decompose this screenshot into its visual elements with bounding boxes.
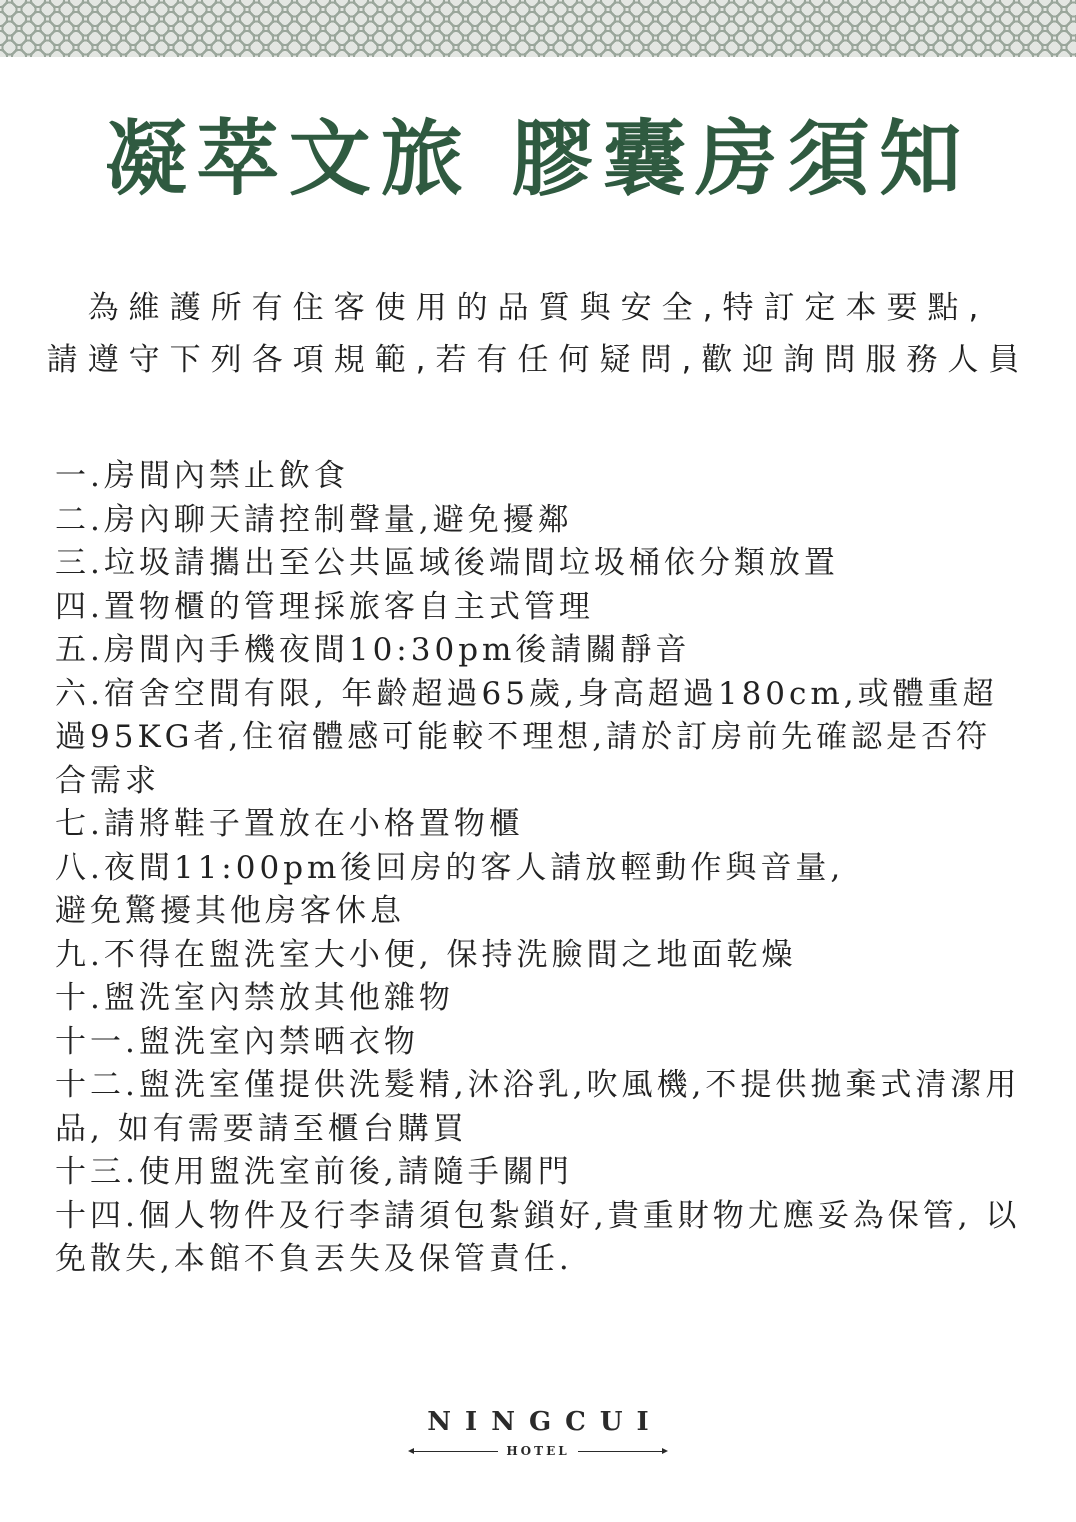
logo-hotel-label: HOTEL	[506, 1444, 570, 1458]
rule-item: 十二.盥洗室僅提供洗髮精,沐浴乳,吹風機,不提供拋棄式清潔用品, 如有需要請至櫃台購買	[55, 1067, 1021, 1147]
rule-item: 十三.使用盥洗室前後,請隨手關門	[55, 1154, 573, 1190]
rule-item: 六.宿舍空間有限, 年齡超過65歲,身高超過180cm,或體重超過95KG者,住宿體感可能較不理想,請於訂房前先確認是否符合需求	[55, 675, 998, 799]
arrow-right-icon	[578, 1451, 666, 1452]
rule-item: 七.請將鞋子置放在小格置物櫃	[55, 806, 524, 842]
intro-text	[0, 282, 1076, 386]
decorative-pattern-band	[0, 0, 1076, 57]
rule-item: 一.房間內禁止飲食	[55, 458, 349, 494]
rule-item: 十.盥洗室內禁放其他雜物	[55, 980, 454, 1016]
page-title: 凝萃文旅 膠囊房須知	[104, 111, 972, 207]
rule-item: 八.夜間11:00pm後回房的客人請放輕動作與音量, 避免驚擾其他房客休息	[55, 849, 845, 929]
rule-item: 三.垃圾請攜出至公共區域後端間垃圾桶依分類放置	[55, 545, 839, 581]
rules-list	[55, 455, 1025, 1282]
arrow-left-icon	[410, 1451, 498, 1452]
intro-line: 為維護所有住客使用的品質與安全,特訂定本要點,	[87, 290, 989, 326]
intro-line: 請遵守下列各項規範,若有任何疑問,歡迎詢問服務人員	[46, 342, 1030, 378]
rule-item: 二.房內聊天請控制聲量,避免擾鄰	[55, 501, 573, 538]
rule-item: 四.置物櫃的管理採旅客自主式管理	[55, 588, 594, 625]
rule-item: 九.不得在盥洗室大小便, 保持洗臉間之地面乾燥	[55, 936, 797, 973]
hotel-logo	[388, 1405, 688, 1461]
rule-item: 十四.個人物件及行李請須包紮鎖好,貴重財物尤應妥為保管, 以免散失,本館不負丟失及保管責任.	[55, 1197, 1021, 1277]
logo-wordmark: NINGCUI	[427, 1407, 663, 1437]
rule-item: 五.房間內手機夜間10:30pm後請關靜音	[55, 632, 691, 668]
rule-item: 十一.盥洗室內禁晒衣物	[55, 1023, 419, 1060]
logo-subline	[388, 1441, 688, 1461]
